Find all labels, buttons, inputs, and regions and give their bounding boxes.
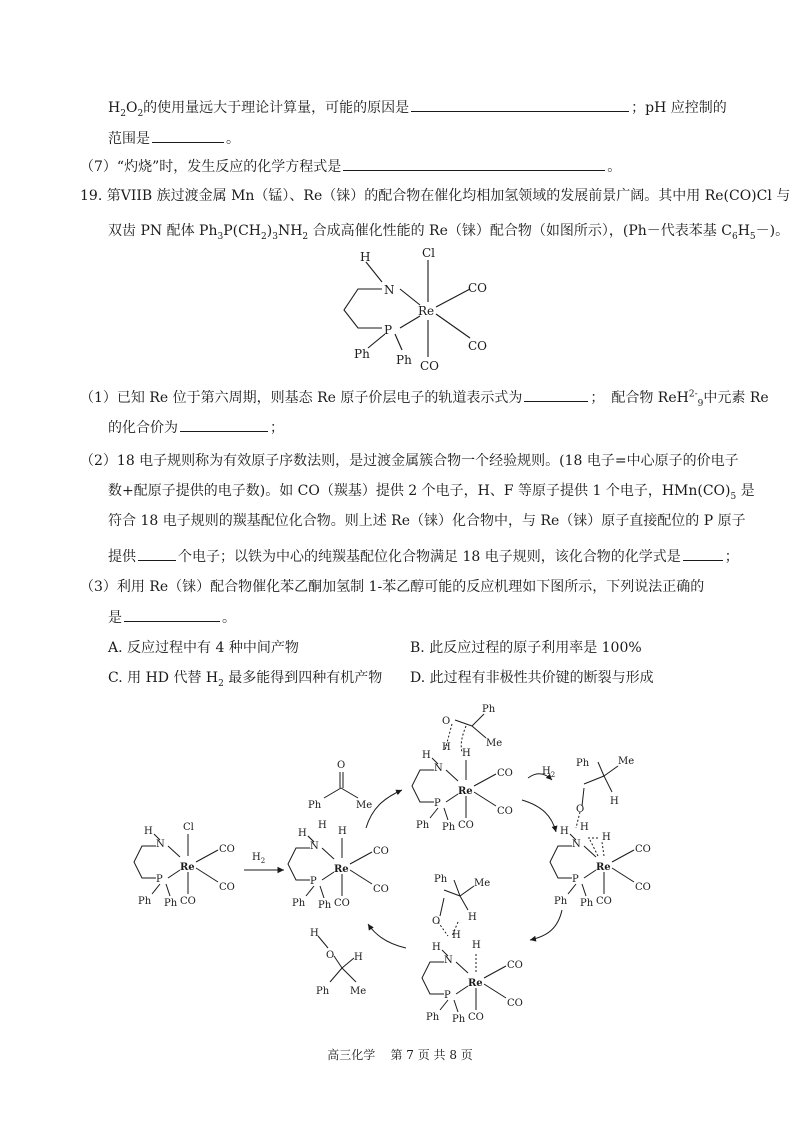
p-label: P (310, 876, 317, 887)
co-label: CO (468, 281, 488, 295)
ph-label: Ph (482, 704, 496, 715)
part-2-line-4: 提供 个电子；以铁为中心的纯羰基配位化合物满足 18 电子规则，该化合物的化学式是 ； (108, 545, 739, 567)
ph-label: Ph (316, 986, 330, 997)
complex-h2-adduct (550, 822, 651, 909)
me-label: Me (350, 986, 367, 997)
n-label: N (310, 841, 319, 852)
text-line-1: $H_2O_2$的使用量远大于理论计算量，可能的原因是 ；pH 应控制的 (108, 96, 727, 118)
h2-label: $H_2$ (542, 766, 556, 779)
page-footer (0, 1046, 800, 1063)
answer-blank[interactable] (343, 155, 605, 171)
h-label: H (360, 250, 371, 264)
answer-blank[interactable] (683, 545, 723, 561)
h-label: H (422, 750, 431, 761)
ph-label: Ph (308, 800, 322, 811)
h-label: H (338, 826, 347, 837)
cl-label: Cl (183, 822, 194, 833)
h-label: H (580, 822, 589, 833)
co-label: CO (219, 882, 235, 893)
ph-label: Ph (138, 896, 152, 907)
p-label: P (444, 990, 451, 1001)
cl-label: Cl (422, 246, 436, 260)
co-label: CO (497, 806, 513, 817)
re-complex-figure (330, 242, 510, 374)
co-label: CO (420, 359, 440, 373)
ph-label: Ph (580, 898, 594, 909)
re-label: Re (468, 978, 483, 989)
ph-label: Ph (554, 896, 568, 907)
o-label: O (576, 804, 585, 815)
answer-blank[interactable] (180, 416, 268, 432)
h-label: H (602, 832, 611, 843)
o-label: O (432, 916, 441, 927)
answer-blank[interactable] (138, 545, 176, 561)
re-label: Re (180, 862, 195, 873)
me-label: Me (474, 878, 491, 889)
h-label: H (442, 742, 451, 753)
part-2-line-3: 符合 18 电子规则的羰基配位化合物。则上述 Re（铼）化合物中，与 Re（铼）原子直接配位的 P 原子 (108, 513, 746, 529)
text-line-3: （7）“灼烧”时，发生反应的化学方程式是 。 (80, 155, 621, 177)
h-label: H (462, 748, 471, 759)
cycle-arrow (368, 924, 406, 948)
question-19-line-2: 双齿 PN 配体 $Ph_3P(CH_2)_3NH_2$ 合成高催化性能的 Re（铼）配合物（如图所示），(Ph－代表苯基 $C_6H_5-$)。 (108, 223, 790, 242)
h-label: H (472, 940, 481, 951)
co-label: CO (635, 882, 651, 893)
p-label: P (572, 874, 579, 885)
co-label: CO (507, 960, 523, 971)
ph-label: Ph (396, 353, 412, 367)
co-label: CO (497, 768, 513, 779)
co-label: CO (635, 844, 651, 855)
reaction-mechanism-diagram (110, 700, 700, 1030)
ph-label: Ph (416, 820, 430, 831)
h-label: H (610, 796, 619, 807)
ph-label: Ph (442, 822, 456, 833)
answer-blank[interactable] (524, 386, 588, 402)
h2-label: $H_2$ (252, 852, 266, 865)
answer-blank[interactable] (124, 606, 220, 622)
me-label: Me (356, 800, 373, 811)
ph-label: Ph (576, 758, 590, 769)
re-label: Re (418, 304, 435, 318)
part-2-line-2: 数+配原子提供的电子数)。如 CO（羰基）提供 2 个电子，H、F 等原子提供 1 个电子，$HMn(CO)_5$ 是 (108, 483, 755, 502)
h-label: H (354, 952, 363, 963)
o-label: O (337, 760, 346, 771)
re-label: Re (596, 862, 611, 873)
ph-label: Ph (434, 874, 448, 885)
option-b[interactable]: B. 此反应过程的原子利用率是 100% (410, 640, 642, 656)
ph-label: Ph (318, 900, 332, 911)
part-1-line-1: （1）已知 Re 位于第六周期，则基态 Re 原子价层电子的轨道表示式为 ； 配合物 ReH$^{2-}_9$中元素 Re (80, 386, 769, 408)
option-a[interactable]: A. 反应过程中有 4 种中间产物 (108, 640, 299, 656)
ph-label: Ph (292, 898, 306, 909)
co-label: CO (373, 884, 389, 895)
phenylethanol-product (318, 936, 356, 982)
part-3-line-2: 是 。 (108, 606, 236, 628)
re-label: Re (334, 864, 349, 875)
option-c[interactable]: C. 用 HD 代替 $H_2$ 最多能得到四种有机产物 (108, 670, 383, 689)
co-label: CO (468, 1012, 484, 1023)
co-label: CO (373, 846, 389, 857)
question-19-line-1: 19. 第VIIB 族过渡金属 Mn（锰）、Re（铼）的配合物在催化均相加氢领域的发展前景广阔。其中用 Re(CO)Cl 与 (80, 188, 791, 204)
complex-start (134, 822, 235, 909)
h-label: H (452, 930, 461, 941)
footer-page: 第 7 页 共 8 页 (390, 1048, 473, 1062)
ph-label: Ph (452, 1014, 466, 1025)
n-label: N (384, 283, 395, 297)
ph-label: Ph (354, 347, 370, 361)
n-label: N (156, 839, 165, 850)
co-label: CO (180, 896, 196, 907)
option-d[interactable]: D. 此过程有非极性共价键的断裂与形成 (410, 670, 654, 686)
o-label: O (442, 716, 451, 727)
complex-alcohol-adduct (422, 930, 523, 1025)
me-label: Me (618, 756, 635, 767)
h-label: H (298, 828, 307, 839)
p-label: P (384, 323, 393, 337)
text-line-2: 范围是 。 (108, 127, 240, 149)
part-2-line-1: （2）18 电子规则称为有效原子序数法则，是过渡金属簇合物一个经验规则。(18 电子=中心原子的价电子 (80, 453, 739, 469)
re-label: Re (458, 786, 473, 797)
me-label: Me (486, 738, 503, 749)
answer-blank[interactable] (152, 127, 224, 143)
complex-hydride (288, 820, 389, 911)
n-label: N (572, 839, 581, 850)
ph-label: Ph (426, 1012, 440, 1023)
h-label: H (560, 826, 569, 837)
complex-ketone-adduct (412, 742, 513, 833)
co-label: CO (334, 898, 350, 909)
footer-subject: 高三化学 (327, 1048, 376, 1062)
h-label: H (310, 928, 319, 939)
part-3-line-1: （3）利用 Re（铼）配合物催化苯乙酮加氢制 1-苯乙醇可能的反应机理如下图所示，下列说法正确的 (80, 579, 705, 595)
co-label: CO (219, 844, 235, 855)
ph-label: Ph (164, 898, 178, 909)
part-1-line-2: 的化合价为 ； (108, 416, 284, 438)
co-label: CO (458, 820, 474, 831)
cycle-arrow (530, 910, 562, 940)
co-label: CO (596, 896, 612, 907)
acetophenone (324, 772, 358, 798)
n-label: N (434, 763, 443, 774)
h-label: H (468, 912, 477, 923)
p-label: P (434, 798, 441, 809)
n-label: N (444, 955, 453, 966)
h-label: H (432, 942, 441, 953)
co-label: CO (468, 339, 488, 353)
h-label: H (144, 826, 153, 837)
o-label: O (326, 950, 335, 961)
co-label: CO (507, 998, 523, 1009)
answer-blank[interactable] (411, 96, 629, 112)
cycle-arrow (522, 800, 556, 832)
p-label: P (156, 874, 163, 885)
h-label: H (318, 820, 327, 831)
